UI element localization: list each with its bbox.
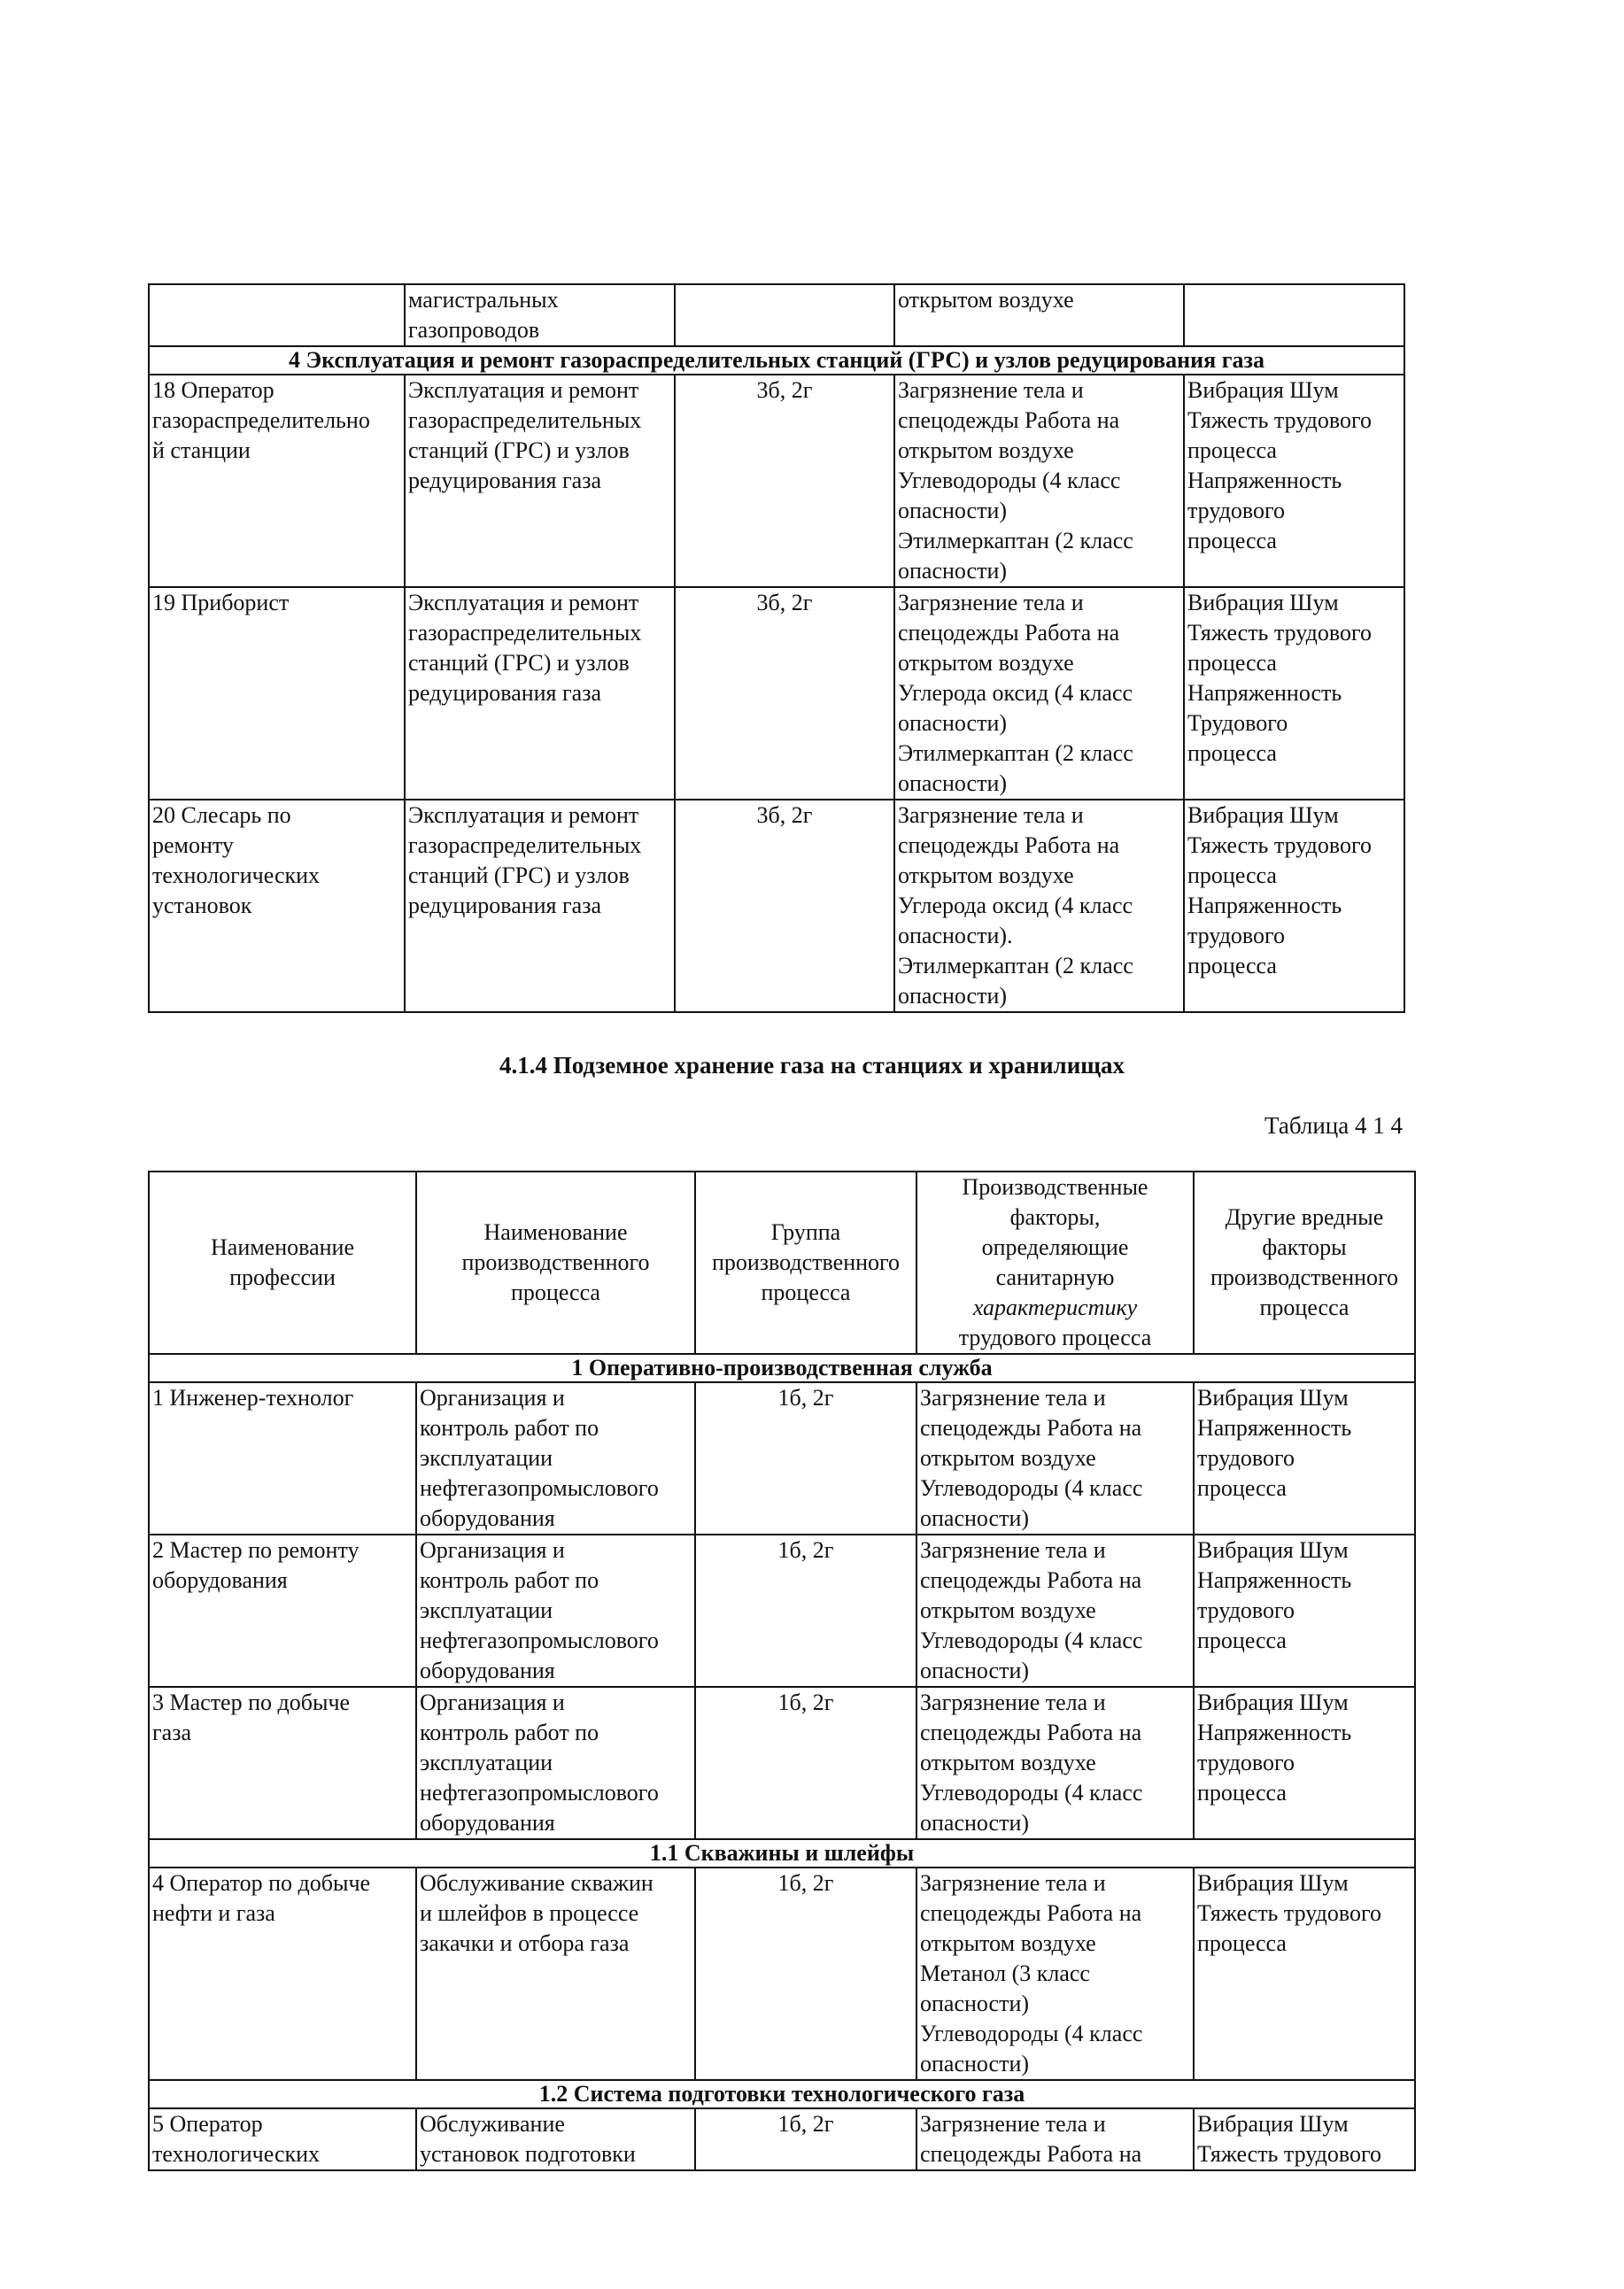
factors-cell-line: Этилмеркаптан (2 класс xyxy=(898,528,1133,553)
factors-cell-line: Загрязнение тела и xyxy=(898,377,1084,403)
section-row xyxy=(149,346,1404,375)
group-cell-line: 1б, 2г xyxy=(777,1537,834,1563)
factors-cell xyxy=(894,375,1184,587)
process-cell-line: эксплуатации xyxy=(420,1750,553,1775)
column-header-line: производственного xyxy=(1210,1264,1399,1290)
process-cell-line: редуцирования газа xyxy=(408,893,602,918)
other-factors-cell-line: Тяжесть трудового xyxy=(1197,2141,1381,2167)
other-factors-cell-line: Вибрация Шум xyxy=(1197,1537,1349,1563)
other-factors-cell-line: Вибрация Шум xyxy=(1187,590,1339,615)
process-cell xyxy=(416,1535,695,1687)
other-factors-cell xyxy=(1184,587,1404,800)
other-factors-cell-line: Вибрация Шум xyxy=(1197,1870,1349,1896)
column-header-line: профессии xyxy=(229,1264,336,1290)
factors-cell xyxy=(894,587,1184,800)
other-factors-cell-line: процесса xyxy=(1187,740,1277,766)
profession-cell xyxy=(149,800,405,1012)
process-cell-line: газораспределительных xyxy=(408,832,642,858)
process-cell-line: Эксплуатация и ремонт xyxy=(408,590,639,615)
other-factors-cell-line: Напряженность xyxy=(1187,893,1342,918)
other-factors-cell-line: Напряженность xyxy=(1187,680,1342,706)
profession-cell-line: нефти и газа xyxy=(152,1900,275,1926)
section-row xyxy=(149,1839,1415,1868)
profession-cell-line: ремонту xyxy=(152,832,234,858)
other-factors-cell-line: процесса xyxy=(1187,862,1277,888)
factors-cell-line: открытом воздухе xyxy=(898,862,1074,888)
factors-cell-line: спецодежды Работа на xyxy=(920,1720,1142,1745)
other-factors-cell-line: трудового xyxy=(1197,1445,1295,1471)
table-header-row xyxy=(149,1172,1415,1354)
process-cell-line: Обслуживание xyxy=(420,2111,565,2137)
process-cell-line: контроль работ по xyxy=(420,1567,599,1593)
column-header-line: процесса xyxy=(511,1280,600,1305)
process-cell xyxy=(416,1868,695,2080)
process-cell-line: Организация и xyxy=(420,1690,565,1715)
column-header-line: факторы xyxy=(1262,1234,1347,1260)
factors-cell-line: опасности) xyxy=(920,1505,1030,1531)
profession-cell-line: технологических xyxy=(152,862,321,888)
profession-cell xyxy=(149,2108,416,2170)
process-cell xyxy=(405,284,675,346)
process-cell-line: и шлейфов в процессе xyxy=(420,1900,639,1926)
process-cell-line: нефтегазопромыслового xyxy=(420,1475,659,1501)
profession-cell-line: 18 Оператор xyxy=(152,377,275,403)
factors-cell-line: открытом воздухе xyxy=(898,650,1074,676)
other-factors-cell-line: Вибрация Шум xyxy=(1187,377,1339,403)
column-header-line: санитарную xyxy=(995,1264,1115,1290)
process-cell-line: контроль работ по xyxy=(420,1720,599,1745)
column-header-line: факторы, xyxy=(1009,1204,1101,1230)
profession-cell-line: 20 Слесарь по xyxy=(152,802,291,828)
other-factors-cell-line: процесса xyxy=(1187,528,1277,553)
factors-cell xyxy=(894,800,1184,1012)
profession-cell-line: 3 Мастер по добыче xyxy=(152,1690,351,1715)
profession-cell xyxy=(149,375,405,587)
other-factors-cell-line: Вибрация Шум xyxy=(1197,1690,1349,1715)
table-row xyxy=(149,375,1404,587)
other-factors-cell-line: Напряженность xyxy=(1197,1720,1352,1745)
factors-cell-line: открытом воздухе xyxy=(920,1445,1096,1471)
factors-cell-line: открытом воздухе xyxy=(920,1750,1096,1775)
factors-cell-line: Углеводороды (4 класс xyxy=(920,1780,1143,1806)
other-factors-cell-line: трудового xyxy=(1197,1597,1295,1623)
column-header xyxy=(916,1172,1194,1354)
other-factors-cell-line: Вибрация Шум xyxy=(1187,802,1339,828)
group-cell-line: 1б, 2г xyxy=(777,1870,834,1896)
factors-cell xyxy=(916,1687,1194,1839)
profession-cell-line: установок xyxy=(152,893,252,918)
profession-cell xyxy=(149,1535,416,1687)
profession-cell-line: газа xyxy=(152,1720,192,1745)
process-cell-line: газораспределительных xyxy=(408,620,642,646)
factors-cell-line: Этилмеркаптан (2 класс xyxy=(898,953,1133,978)
other-factors-cell-line: Напряженность xyxy=(1187,468,1342,493)
group-cell-line: 3б, 2г xyxy=(756,377,813,403)
factors-cell-line: опасности) xyxy=(898,710,1008,736)
profession-cell-line: 19 Приборист xyxy=(152,590,290,615)
continued-row xyxy=(149,284,1404,346)
factors-cell-line: опасности) xyxy=(898,983,1008,1009)
group-cell xyxy=(675,587,894,800)
profession-cell xyxy=(149,587,405,800)
table-row xyxy=(149,800,1404,1012)
factors-cell-line: спецодежды Работа на xyxy=(898,620,1120,646)
section-title: 1.2 Система подготовки технологического газа xyxy=(149,2080,1415,2108)
group-cell xyxy=(675,284,894,346)
column-header-line: Наименование xyxy=(211,1234,354,1260)
factors-cell-line: Углеводороды (4 класс xyxy=(898,468,1121,493)
factors-cell xyxy=(916,1868,1194,2080)
column-header xyxy=(149,1172,416,1354)
factors-cell-line: Углерода оксид (4 класс xyxy=(898,680,1133,706)
factors-cell-line: спецодежды Работа на xyxy=(920,1567,1142,1593)
factors-cell-line: Загрязнение тела и xyxy=(920,1690,1106,1715)
table-body xyxy=(149,284,1404,1012)
factors-cell xyxy=(916,1382,1194,1535)
other-factors-cell-line: процесса xyxy=(1197,1475,1287,1501)
process-cell-line: эксплуатации xyxy=(420,1597,553,1623)
other-factors-cell-line: Тяжесть трудового xyxy=(1187,407,1372,433)
process-cell-line: закачки и отбора газа xyxy=(420,1930,630,1956)
process-cell-line: редуцирования газа xyxy=(408,680,602,706)
other-factors-cell-line: трудового xyxy=(1197,1750,1295,1775)
factors-cell xyxy=(916,2108,1194,2170)
factors-cell-line: Углеводороды (4 класс xyxy=(920,2021,1143,2046)
process-cell-line: установок подготовки xyxy=(420,2141,636,2167)
factors-cell-line: опасности). xyxy=(898,923,1013,948)
column-header-line: Наименование xyxy=(483,1219,628,1245)
factors-cell-line: Углеводороды (4 класс xyxy=(920,1628,1143,1653)
process-cell-line: Организация и xyxy=(420,1537,565,1563)
process-cell xyxy=(405,800,675,1012)
column-header-line: производственного xyxy=(711,1249,901,1275)
profession-cell-line: 1 Инженер-технолог xyxy=(152,1385,354,1411)
group-cell-line: 1б, 2г xyxy=(777,1385,834,1411)
process-cell-line: оборудования xyxy=(420,1810,555,1836)
process-cell xyxy=(416,2108,695,2170)
factors-cell-line: Этилмеркаптан (2 класс xyxy=(898,740,1133,766)
other-factors-cell-line: Тяжесть трудового xyxy=(1197,1900,1381,1926)
other-factors-cell xyxy=(1194,1868,1415,2080)
table-row xyxy=(149,1687,1415,1839)
other-factors-cell xyxy=(1194,1382,1415,1535)
column-header-line: определяющие xyxy=(981,1234,1129,1260)
factors-cell-line: спецодежды Работа на xyxy=(898,407,1120,433)
other-factors-cell-line: Трудового xyxy=(1187,710,1288,736)
other-factors-cell-line: Тяжесть трудового xyxy=(1187,832,1372,858)
section-row xyxy=(149,1354,1415,1382)
other-factors-cell-line: процесса xyxy=(1187,437,1277,463)
factors-cell-line: опасности) xyxy=(920,2051,1030,2076)
group-cell-line: 3б, 2г xyxy=(756,590,813,615)
group-cell-line: 1б, 2г xyxy=(777,2111,834,2137)
factors-cell-line: открытом воздухе xyxy=(920,1597,1096,1623)
profession-cell-line: й станции xyxy=(152,437,251,463)
process-cell-line: оборудования xyxy=(420,1505,555,1531)
group-cell xyxy=(695,1535,916,1687)
factors-cell-line: открытом воздухе xyxy=(898,287,1074,313)
process-cell-line: эксплуатации xyxy=(420,1445,553,1471)
factors-cell-line: опасности) xyxy=(898,770,1008,796)
factors-cell-line: спецодежды Работа на xyxy=(920,1900,1142,1926)
profession-cell-line: технологических xyxy=(152,2141,321,2167)
hazard-table-4-1-4 xyxy=(148,1171,1416,2171)
process-cell-line: Эксплуатация и ремонт xyxy=(408,802,639,828)
profession-cell-line: 4 Оператор по добыче xyxy=(152,1870,371,1896)
group-cell xyxy=(695,1687,916,1839)
profession-cell xyxy=(149,284,405,346)
section-title: 4 Эксплуатация и ремонт газораспределительных станций (ГРС) и узлов редуцирования газа xyxy=(149,346,1404,375)
process-cell xyxy=(416,1382,695,1535)
table-row xyxy=(149,587,1404,800)
process-cell xyxy=(405,587,675,800)
factors-cell-line: опасности) xyxy=(898,498,1008,523)
table-caption: Таблица 4 1 4 xyxy=(1264,1112,1403,1139)
other-factors-cell xyxy=(1184,800,1404,1012)
factors-cell-line: Загрязнение тела и xyxy=(920,1537,1106,1563)
process-cell-line: станций (ГРС) и узлов xyxy=(408,437,630,463)
factors-cell-line: спецодежды Работа на xyxy=(920,1415,1142,1441)
factors-cell-line: спецодежды Работа на xyxy=(920,2141,1142,2167)
group-cell-line: 1б, 2г xyxy=(777,1690,834,1715)
other-factors-cell-line: трудового xyxy=(1187,923,1286,948)
process-cell-line: станций (ГРС) и узлов xyxy=(408,650,630,676)
section-row xyxy=(149,2080,1415,2108)
other-factors-cell-line: Тяжесть трудового xyxy=(1187,620,1372,646)
factors-cell-line: опасности) xyxy=(920,1658,1030,1683)
other-factors-cell-line: Напряженность xyxy=(1197,1567,1352,1593)
factors-cell-line: опасности) xyxy=(898,558,1008,584)
factors-cell-line: открытом воздухе xyxy=(898,437,1074,463)
column-header-line: Группа xyxy=(770,1219,841,1245)
process-cell-line: магистральных xyxy=(408,287,559,313)
process-cell xyxy=(405,375,675,587)
process-cell-line: нефтегазопромыслового xyxy=(420,1780,659,1806)
process-cell-line: редуцирования газа xyxy=(408,468,602,493)
profession-cell-line: оборудования xyxy=(152,1567,288,1593)
factors-cell-line: Загрязнение тела и xyxy=(898,590,1084,615)
profession-cell-line: 5 Оператор xyxy=(152,2111,263,2137)
group-cell-line: 3б, 2г xyxy=(756,802,813,828)
section-title: 1.1 Скважины и шлейфы xyxy=(149,1839,1415,1868)
process-cell-line: Эксплуатация и ремонт xyxy=(408,377,639,403)
other-factors-cell xyxy=(1194,2108,1415,2170)
process-cell-line: газораспределительных xyxy=(408,407,642,433)
process-cell-line: контроль работ по xyxy=(420,1415,599,1441)
column-header-line: трудового процесса xyxy=(958,1325,1152,1350)
column-header-line: характеристику xyxy=(972,1295,1138,1320)
factors-cell-line: Углеводороды (4 класс xyxy=(920,1475,1143,1501)
other-factors-cell xyxy=(1184,284,1404,346)
factors-cell-line: спецодежды Работа на xyxy=(898,832,1120,858)
table-row xyxy=(149,1535,1415,1687)
table-row xyxy=(149,1382,1415,1535)
group-cell xyxy=(675,800,894,1012)
profession-cell-line: газораспределительно xyxy=(152,407,370,433)
other-factors-cell-line: Вибрация Шум xyxy=(1197,1385,1349,1411)
factors-cell-line: Загрязнение тела и xyxy=(920,1870,1106,1896)
factors-cell-line: Загрязнение тела и xyxy=(898,802,1084,828)
column-header xyxy=(416,1172,695,1354)
hazard-table-continued xyxy=(148,283,1405,1013)
factors-cell xyxy=(894,284,1184,346)
factors-cell xyxy=(916,1535,1194,1687)
other-factors-cell-line: процесса xyxy=(1187,650,1277,676)
other-factors-cell-line: процесса xyxy=(1197,1628,1287,1653)
group-cell xyxy=(695,1382,916,1535)
profession-cell-line: 2 Мастер по ремонту xyxy=(152,1537,360,1563)
process-cell xyxy=(416,1687,695,1839)
other-factors-cell xyxy=(1184,375,1404,587)
table-row xyxy=(149,1868,1415,2080)
factors-cell-line: опасности) xyxy=(920,1991,1030,2016)
process-cell-line: Обслуживание скважин xyxy=(420,1870,653,1896)
process-cell-line: станций (ГРС) и узлов xyxy=(408,862,630,888)
factors-cell-line: открытом воздухе xyxy=(920,1930,1096,1956)
section-heading: 4.1.4 Подземное хранение газа на станциях и хранилищах xyxy=(499,1052,1125,1079)
process-cell-line: нефтегазопромыслового xyxy=(420,1628,659,1653)
other-factors-cell xyxy=(1194,1535,1415,1687)
profession-cell xyxy=(149,1382,416,1535)
other-factors-cell-line: процесса xyxy=(1197,1780,1287,1806)
process-cell-line: оборудования xyxy=(420,1658,555,1683)
factors-cell-line: опасности) xyxy=(920,1810,1030,1836)
column-header xyxy=(695,1172,916,1354)
column-header-line: процесса xyxy=(761,1280,851,1305)
table-row xyxy=(149,2108,1415,2170)
factors-cell-line: Загрязнение тела и xyxy=(920,2111,1106,2137)
column-header-line: Производственные xyxy=(962,1174,1148,1200)
group-cell xyxy=(695,2108,916,2170)
other-factors-cell-line: трудового xyxy=(1187,498,1286,523)
column-header-line: производственного xyxy=(461,1249,650,1275)
section-title: 1 Оперативно-производственная служба xyxy=(149,1354,1415,1382)
other-factors-cell-line: процесса xyxy=(1187,953,1277,978)
other-factors-cell-line: процесса xyxy=(1197,1930,1287,1956)
group-cell xyxy=(695,1868,916,2080)
factors-cell-line: Метанол (3 класс xyxy=(920,1960,1090,1986)
profession-cell xyxy=(149,1687,416,1839)
other-factors-cell-line: Напряженность xyxy=(1197,1415,1352,1441)
column-header-line: Другие вредные xyxy=(1225,1204,1384,1230)
table-body xyxy=(149,1354,1415,2170)
group-cell xyxy=(675,375,894,587)
process-cell-line: газопроводов xyxy=(408,317,540,343)
column-header-line: процесса xyxy=(1259,1295,1349,1320)
other-factors-cell xyxy=(1194,1687,1415,1839)
factors-cell-line: Загрязнение тела и xyxy=(920,1385,1106,1411)
factors-cell-line: Углерода оксид (4 класс xyxy=(898,893,1133,918)
column-header xyxy=(1194,1172,1415,1354)
profession-cell xyxy=(149,1868,416,2080)
other-factors-cell-line: Вибрация Шум xyxy=(1197,2111,1349,2137)
process-cell-line: Организация и xyxy=(420,1385,565,1411)
